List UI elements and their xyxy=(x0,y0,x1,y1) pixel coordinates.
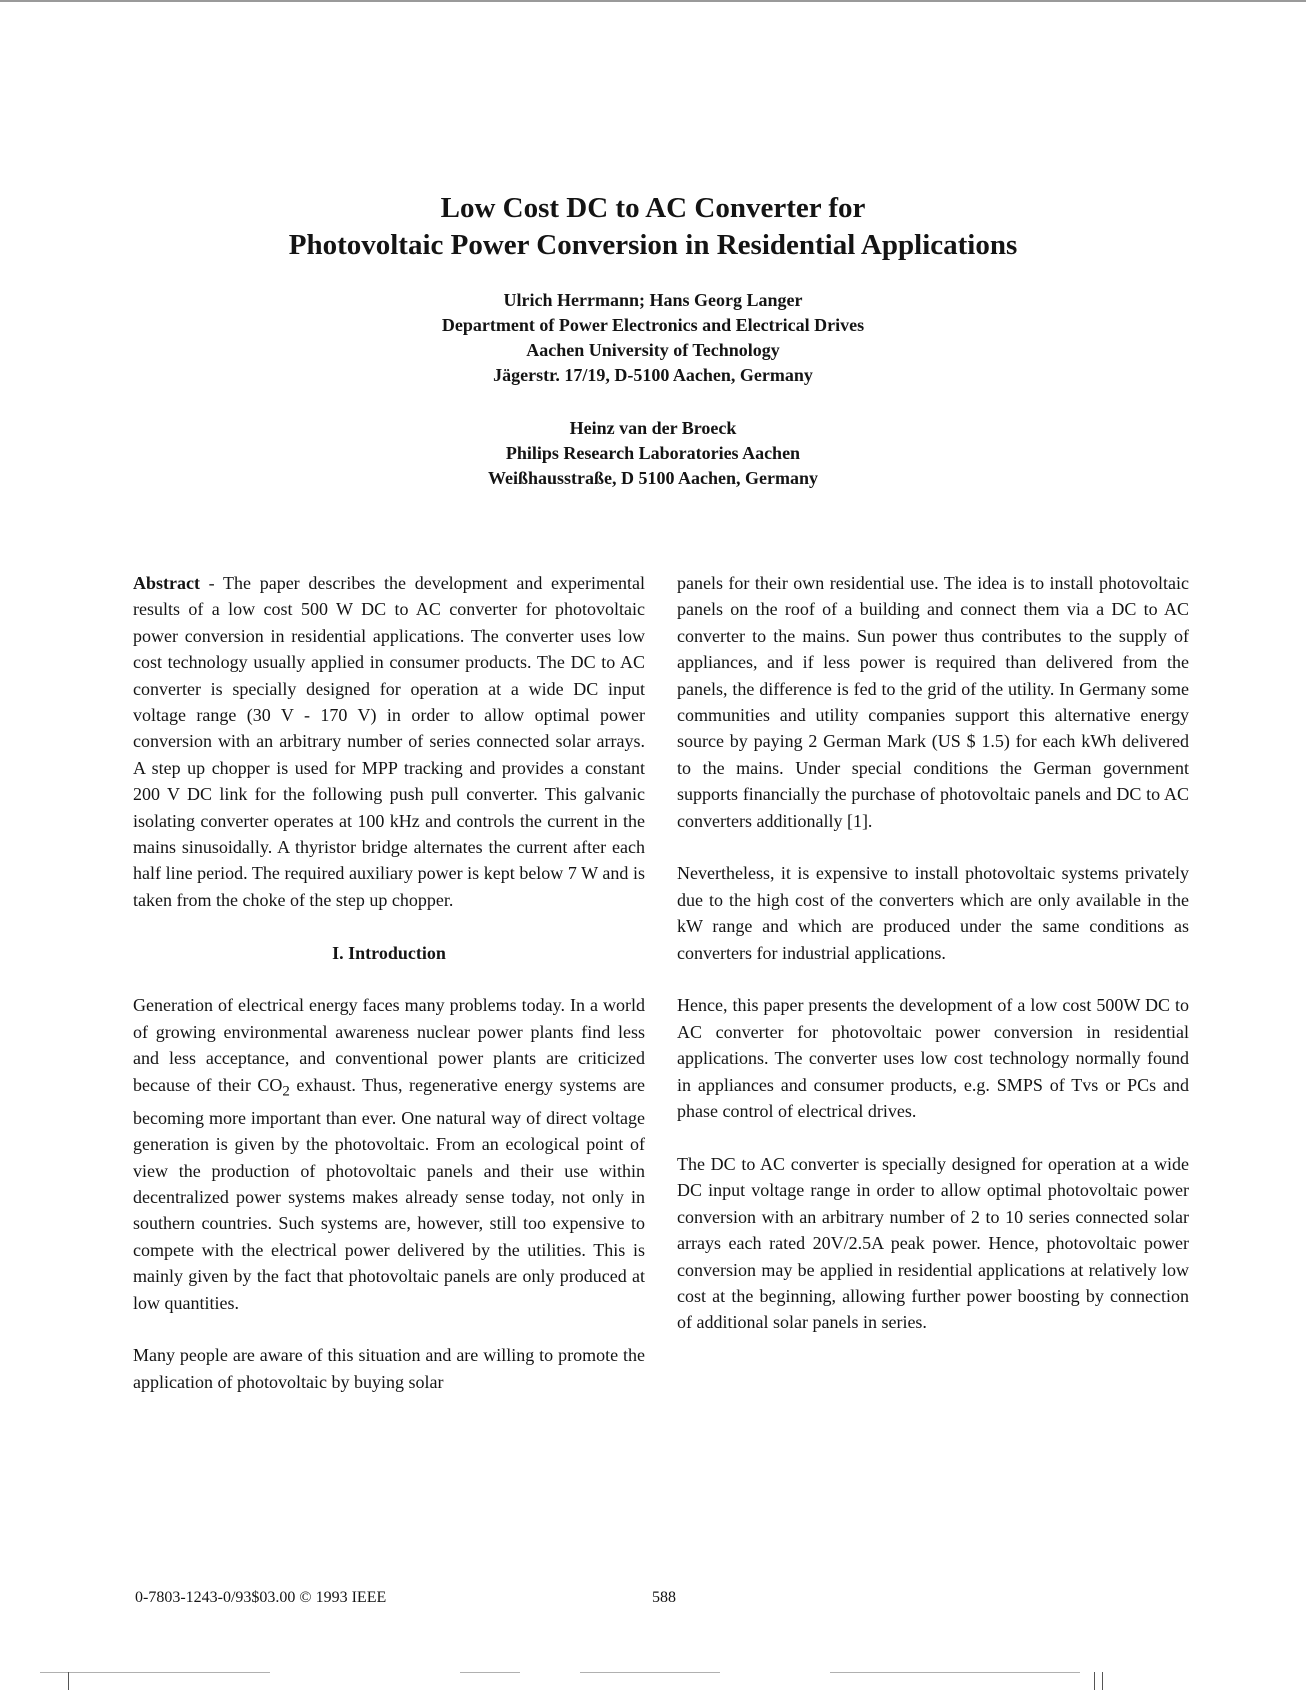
scan-artifact-tick xyxy=(1094,1672,1095,1690)
abstract-label: Abstract xyxy=(133,573,200,593)
paper-title xyxy=(0,190,1306,264)
body-paragraph: The DC to AC converter is specially designed for operation at a wide DC input voltage range in order to allow optimal photovoltaic power conversion with an arbitrary number of 2 to 10 series connected solar arrays each rated 20V/2.5A peak power. Hence, photovoltaic power conversion may be applied in residential applications at relatively low cost at the beginning, allowing further power boosting by connection of additional solar panels in series. xyxy=(677,1153,1189,1333)
address: Weißhausstraße, D 5100 Aachen, Germany xyxy=(487,468,818,488)
abstract xyxy=(133,570,645,913)
top-border xyxy=(0,0,1306,2)
right-column xyxy=(677,570,1189,1362)
author-block-2 xyxy=(0,416,1306,491)
university: Aachen University of Technology xyxy=(526,340,780,360)
page-number: 588 xyxy=(652,1589,676,1606)
abstract-text: - The paper describes the development and experimental results of a low cost 500 W DC to AC converter for photovoltaic power conversion in residential applications. The converter uses low cost technology usually applied in consumer products. The DC to AC converter is specially designed for operation at a wide DC input voltage range (30 V - 170 V) in order to allow optimal power conversion with an arbitrary number of series connected solar arrays. A step up chopper is used for MPP tracking and provides a constant 200 V DC link for the following push pull converter. This galvanic isolating converter operates at 100 kHz and controls the current in the mains sinusoidally. A thyristor bridge alternates the current after each half line period. The required auxiliary power is kept below 7 W and is taken from the choke of the step up chopper. xyxy=(133,573,645,910)
author-block-1 xyxy=(0,288,1306,388)
department: Department of Power Electronics and Electrical Drives xyxy=(441,315,865,335)
co2-subscript: 2 xyxy=(282,1083,290,1100)
body-paragraph: panels for their own residential use. The idea is to install photovoltaic panels on the roof of a building and connect them via a DC to AC converter to the mains. Sun power thus contributes to the supply of appliances, and if less power is required than delivered from the panels, the difference is fed to the grid of the utility. In Germany some communities and utility companies support this alternative energy source by paying 2 German Mark (US $ 1.5) for each kWh delivered to the mains. Under special conditions the German government supports financially the purchase of photovoltaic panels and DC to AC converters additionally [1]. xyxy=(677,573,1189,831)
scan-artifact-line xyxy=(40,1672,270,1673)
intro-paragraph-2: Many people are aware of this situation and are willing to promote the application of photovoltaic by buying solar xyxy=(133,1345,645,1392)
body-paragraph: Nevertheless, it is expensive to install photovoltaic systems privately due to the high cost of the converters which are only available in the kW range and which are produced under the same conditions as converters for industrial applications. xyxy=(677,863,1189,963)
copyright-notice: 0-7803-1243-0/93$03.00 © 1993 IEEE xyxy=(135,1589,387,1606)
author: Heinz van der Broeck xyxy=(569,418,737,438)
scan-artifact-tick xyxy=(1102,1672,1103,1690)
title-line-2: Photovoltaic Power Conversion in Residential Applications xyxy=(288,229,1018,261)
left-column xyxy=(133,570,645,1422)
scan-artifact-line xyxy=(580,1672,720,1673)
scan-artifact-tick xyxy=(68,1672,69,1690)
intro-text-part-2: exhaust. Thus, regenerative energy systems are becoming more important than ever. One natural way of direct voltage generation is given by the photovoltaic. From an ecological point of view the production of photovoltaic panels and their use within decentralized power systems makes already sense today, not only in southern countries. Such systems are, however, still too expensive to compete with the electrical power delivered by the utilities. This is mainly given by the fact that photovoltaic panels are only produced at low quantities. xyxy=(133,1074,645,1313)
intro-paragraph xyxy=(133,992,645,1315)
scan-artifact-line xyxy=(460,1672,520,1673)
authors: Ulrich Herrmann; Hans Georg Langer xyxy=(503,290,803,310)
scan-artifact-line xyxy=(830,1672,1080,1673)
title-line-1: Low Cost DC to AC Converter for xyxy=(440,192,866,224)
body-paragraph: Hence, this paper presents the development of a low cost 500W DC to AC converter for photovoltaic power conversion in residential applications. The converter uses low cost technology normally found in appliances and consumer products, e.g. SMPS of Tvs or PCs and phase control of electrical drives. xyxy=(677,995,1189,1122)
intro-text-part-1: Generation of electrical energy faces many problems today. In a world of growing environmental awareness nuclear power plants find less and less acceptance, and conventional power plants are criticized because of their CO xyxy=(133,995,645,1095)
address: Jägerstr. 17/19, D-5100 Aachen, Germany xyxy=(493,365,813,385)
section-heading: I. Introduction xyxy=(332,942,446,963)
laboratory: Philips Research Laboratories Aachen xyxy=(505,443,801,463)
